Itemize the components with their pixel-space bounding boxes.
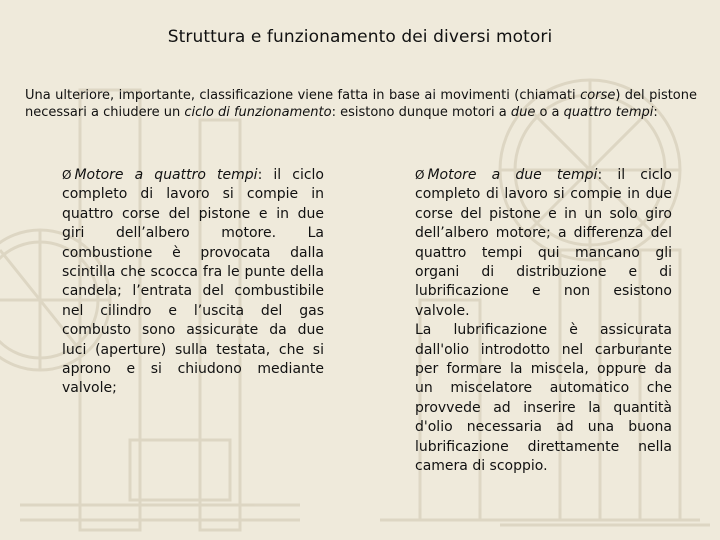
intro-text: : xyxy=(653,105,658,120)
arrow-bullet-icon: Ø xyxy=(415,168,425,182)
two-stroke-text: : il ciclo completo di lavoro si compie in due corse del pistone e in un solo giro dell’albero motore; a differenza del quattro tempi qui mancano gli organi di distribuzione e di lubrificazione e non esistono valvole. xyxy=(415,167,672,319)
intro-text: o a xyxy=(535,105,564,120)
intro-text: ) del pistone necessari a chiudere un xyxy=(25,88,698,120)
intro-text: : esistono dunque motori a xyxy=(331,105,511,120)
four-stroke-column xyxy=(62,166,324,399)
intro-emphasis: quattro tempi xyxy=(563,105,654,120)
four-stroke-text: : il ciclo completo di lavoro si compie in quattro corse del pistone e in due giri dell’albero motore. La combustione è provocata dalla scintilla che scocca fra le punte della candela; l’entrata del combustibile nel cilindro e l’uscita del gas combusto sono assicurate da due luci (aperture) sulla testata, che si aprono e si chiudono mediante valvole; xyxy=(62,167,324,397)
two-stroke-column xyxy=(415,166,672,477)
intro-emphasis: due xyxy=(510,105,536,120)
intro-emphasis: corse xyxy=(580,88,616,103)
four-stroke-heading: Motore a quattro tempi xyxy=(74,167,258,183)
two-stroke-heading: Motore a due tempi xyxy=(427,167,598,183)
arrow-bullet-icon: Ø xyxy=(62,168,72,182)
intro-emphasis: ciclo di funzionamento xyxy=(184,105,332,120)
four-stroke-paragraph xyxy=(62,166,324,399)
lubrication-paragraph: La lubrificazione è assicurata dall'olio introdotto nel carburante per formare la miscela, oppure da un miscelatore automatico che provvede ad inserire la quantità d'olio necessaria ad una buona lubrificazione direttamente nella camera di scoppio. xyxy=(415,322,672,475)
intro-paragraph xyxy=(25,87,697,121)
intro-text: Una ulteriore, importante, classificazione viene fatta in base ai movimenti (chiamati xyxy=(25,88,581,103)
two-stroke-paragraph xyxy=(415,166,672,321)
slide-title: Struttura e funzionamento dei diversi motori xyxy=(167,27,553,47)
